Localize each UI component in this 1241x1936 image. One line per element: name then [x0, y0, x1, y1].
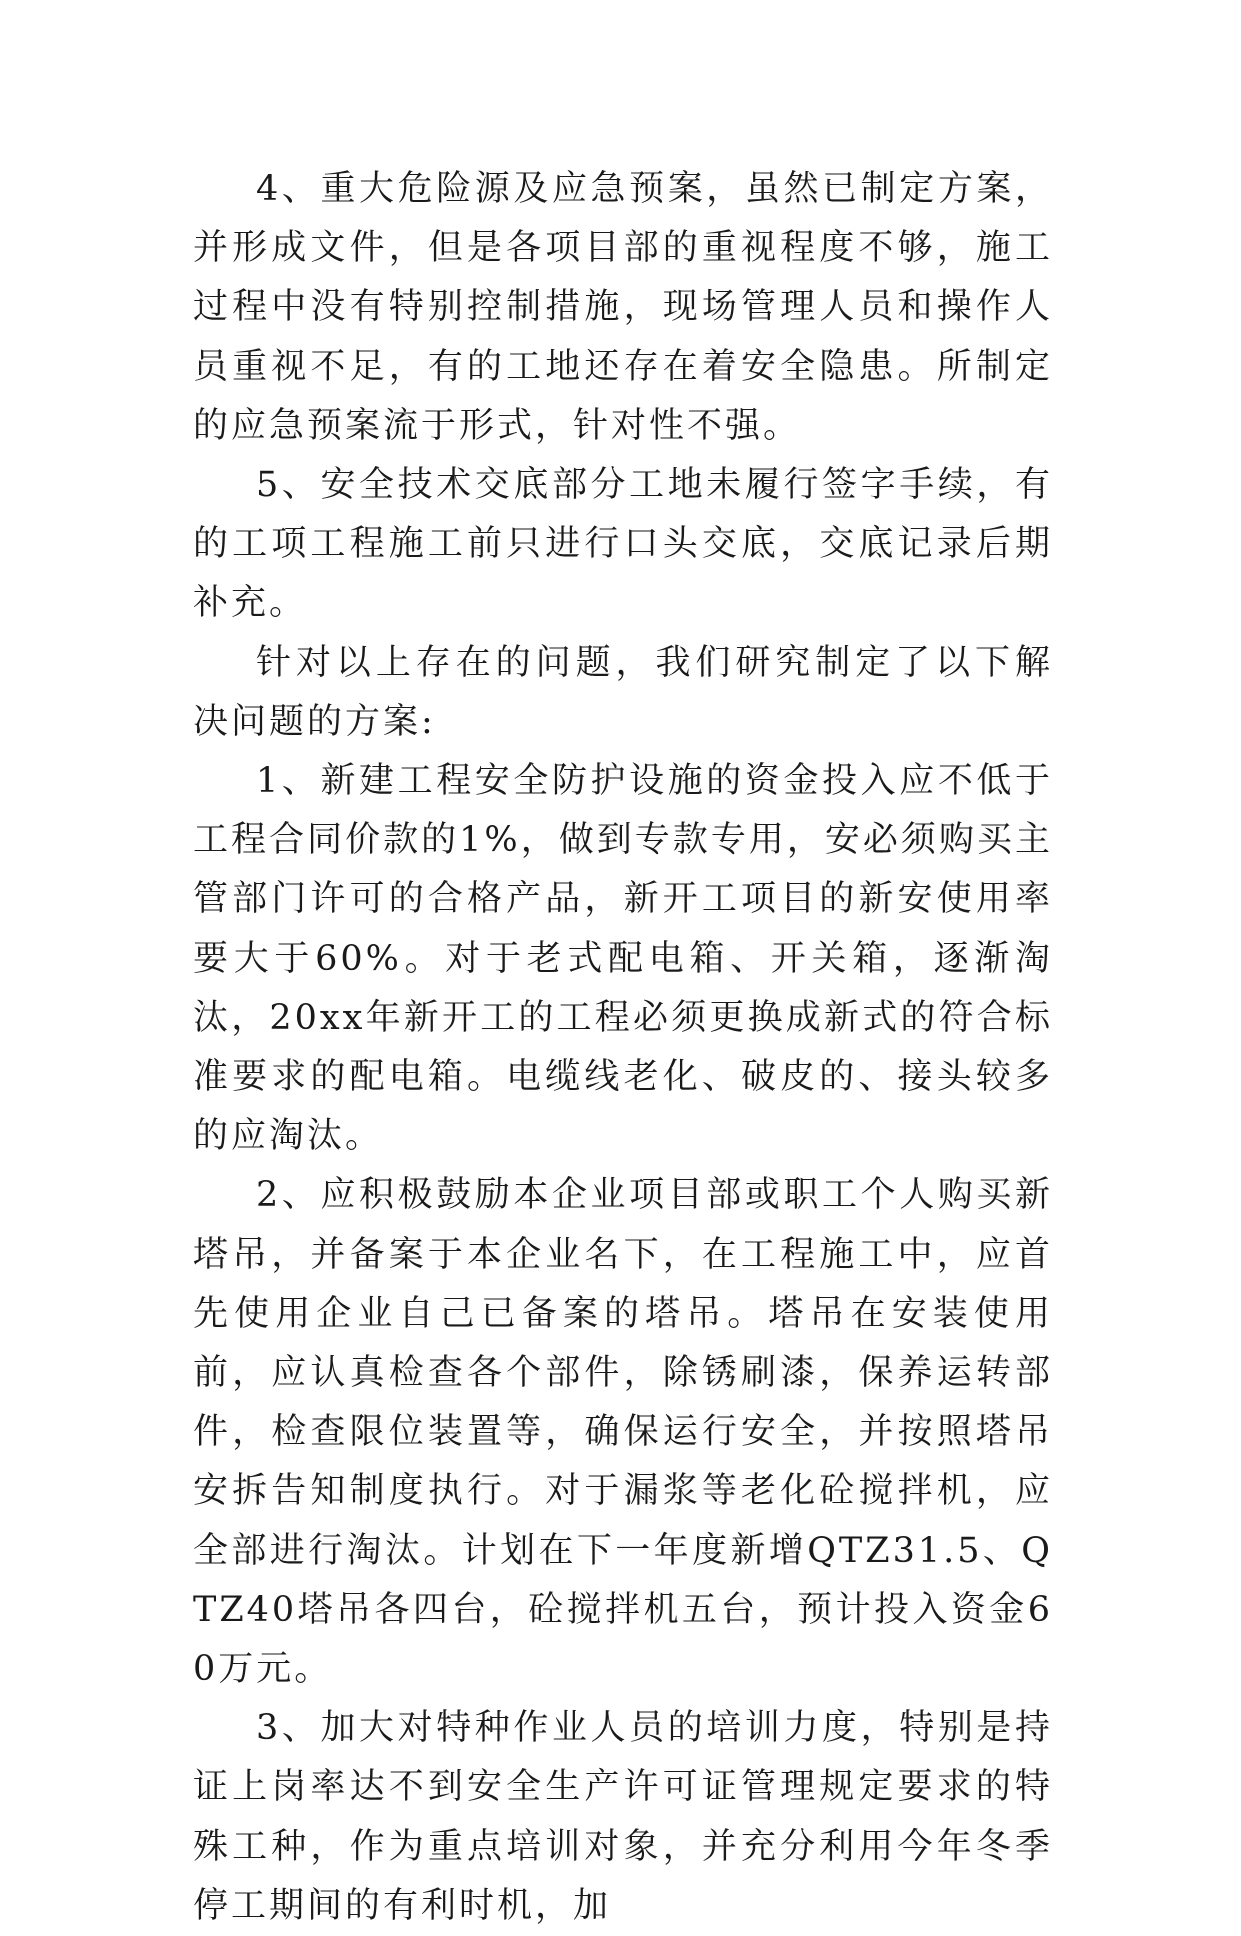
paragraph-solution-3: 3、加大对特种作业人员的培训力度，特别是持证上岗率达不到安全生产许可证管理规定要求的特殊工种，作为重点培训对象，并充分利用今年冬季停工期间的有利时机，加 [193, 1708, 1053, 1926]
paragraph-solutions-intro: 针对以上存在的问题，我们研究制定了以下解决问题的方案: [193, 642, 1053, 742]
paragraph-solution-2: 2、应积极鼓励本企业项目部或职工个人购买新塔吊，并备案于本企业名下，在工程施工中，应首先使用企业自己已备案的塔吊。塔吊在安装使用前，应认真检查各个部件，除锈刷漆，保养运转部件，检查限位装置等，确保运行安全，并按照塔吊安拆告知制度执行。对于漏浆等老化砼搅拌机，应全部进行淘汰。计划在下一年度新增QTZ31.5、QTZ40塔吊各四台，砼搅拌机五台，预计投入资金60万元。 [193, 1175, 1053, 1690]
paragraph-item-5: 5、安全技术交底部分工地未履行签字手续，有的工项工程施工前只进行口头交底，交底记录后期补充。 [193, 465, 1053, 624]
paragraph-item-4: 4、重大危险源及应急预案，虽然已制定方案，并形成文件，但是各项目部的重视程度不够，施工过程中没有特别控制措施，现场管理人员和操作人员重视不足，有的工地还存在着安全隐患。所制定的应急预案流于形式，针对性不强。 [193, 169, 1053, 446]
paragraph-solution-1: 1、新建工程安全防护设施的资金投入应不低于工程合同价款的1%，做到专款专用，安必须购买主管部门许可的合格产品，新开工项目的新安使用率要大于60%。对于老式配电箱、开关箱，逐渐淘汰，20xx年新开工的工程必须更换成新式的符合标准要求的配电箱。电缆线老化、破皮的、接头较多的应淘汰。 [193, 761, 1053, 1157]
document-body [193, 160, 1053, 1936]
